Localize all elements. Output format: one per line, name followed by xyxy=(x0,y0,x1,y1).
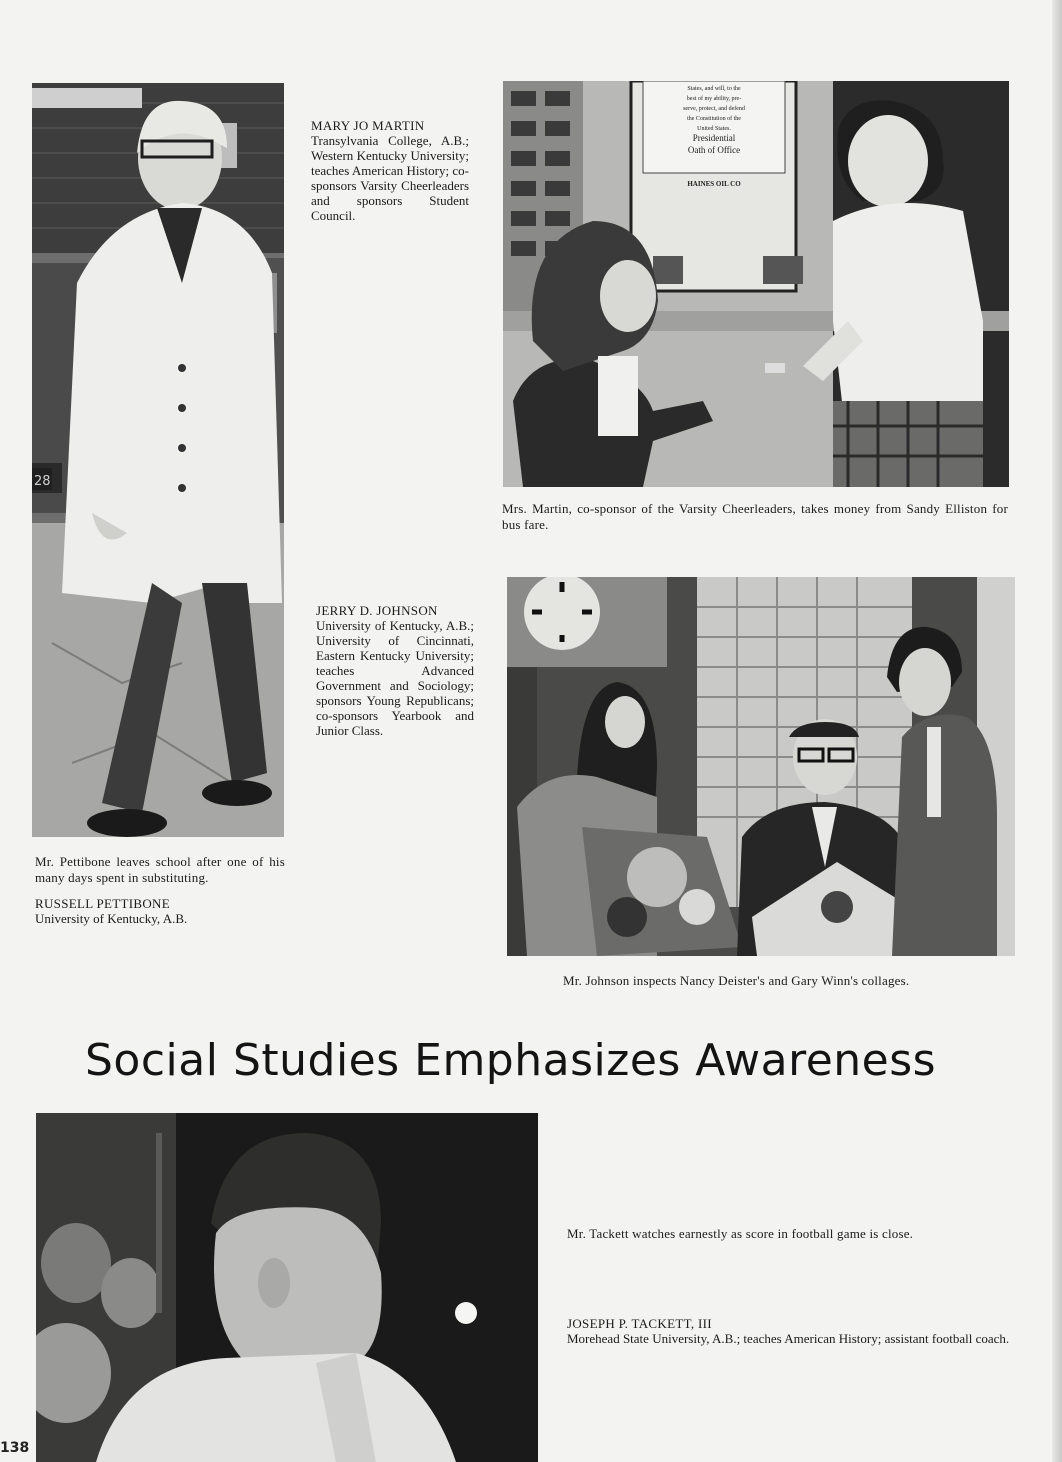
photo-johnson xyxy=(507,577,1015,956)
photo-pettibone xyxy=(32,83,284,837)
svg-text:the Constitution of the: the Constitution of the xyxy=(687,116,741,122)
page-number: 138 xyxy=(0,1440,30,1456)
bio-pettibone-details: University of Kentucky, A.B. xyxy=(35,911,188,926)
bio-pettibone-name: RUSSELL PETTIBONE xyxy=(35,896,170,911)
photo-martin xyxy=(503,81,1009,487)
svg-text:HAINES OIL CO: HAINES OIL CO xyxy=(687,180,741,188)
svg-text:States, and will, to the: States, and will, to the xyxy=(687,86,741,92)
bio-martin-details: Transylvania College, A.B.; Western Kentucky University; teaches American History; co-sponsors Varsity Cheerleaders and sponsors Student Council. xyxy=(311,133,469,223)
svg-text:28: 28 xyxy=(34,474,51,489)
svg-text:Oath of Office: Oath of Office xyxy=(687,145,741,155)
caption-tackett: Mr. Tackett watches earnestly as score in football game is close. xyxy=(567,1226,914,1241)
svg-text:serve, protect, and defend: serve, protect, and defend xyxy=(683,106,745,112)
page-headline: Social Studies Emphasizes Awareness xyxy=(85,1035,937,1086)
photo-tackett xyxy=(36,1113,538,1462)
bio-tackett-name: JOSEPH P. TACKETT, III xyxy=(567,1316,712,1331)
bio-martin-name: MARY JO MARTIN xyxy=(311,118,425,133)
svg-text:United States.: United States. xyxy=(697,126,731,132)
bio-martin xyxy=(311,118,469,223)
bio-tackett xyxy=(567,1316,1011,1346)
svg-text:best of my ability, pre-: best of my ability, pre- xyxy=(686,96,742,102)
caption-pettibone: Mr. Pettibone leaves school after one of his many days spent in substituting. xyxy=(35,854,285,885)
bio-johnson-name: JERRY D. JOHNSON xyxy=(316,603,438,618)
bio-pettibone xyxy=(35,896,285,926)
bio-johnson-details: University of Kentucky, A.B.; University of Cincinnati, Eastern Kentucky University; teaches Advanced Government and Sociology; sponsors Young Republicans; co-sponsors Yearbook and Junior Class. xyxy=(316,618,474,738)
caption-martin: Mrs. Martin, co-sponsor of the Varsity Cheerleaders, takes money from Sandy Elliston for bus fare. xyxy=(502,501,1008,532)
caption-johnson: Mr. Johnson inspects Nancy Deister's and Gary Winn's collages. xyxy=(563,973,910,988)
bio-johnson xyxy=(316,603,474,738)
bio-tackett-details: Morehead State University, A.B.; teaches American History; assistant football coach. xyxy=(567,1331,1010,1346)
svg-text:Presidential: Presidential xyxy=(692,133,736,143)
page-edge-shadow xyxy=(1052,0,1062,1462)
